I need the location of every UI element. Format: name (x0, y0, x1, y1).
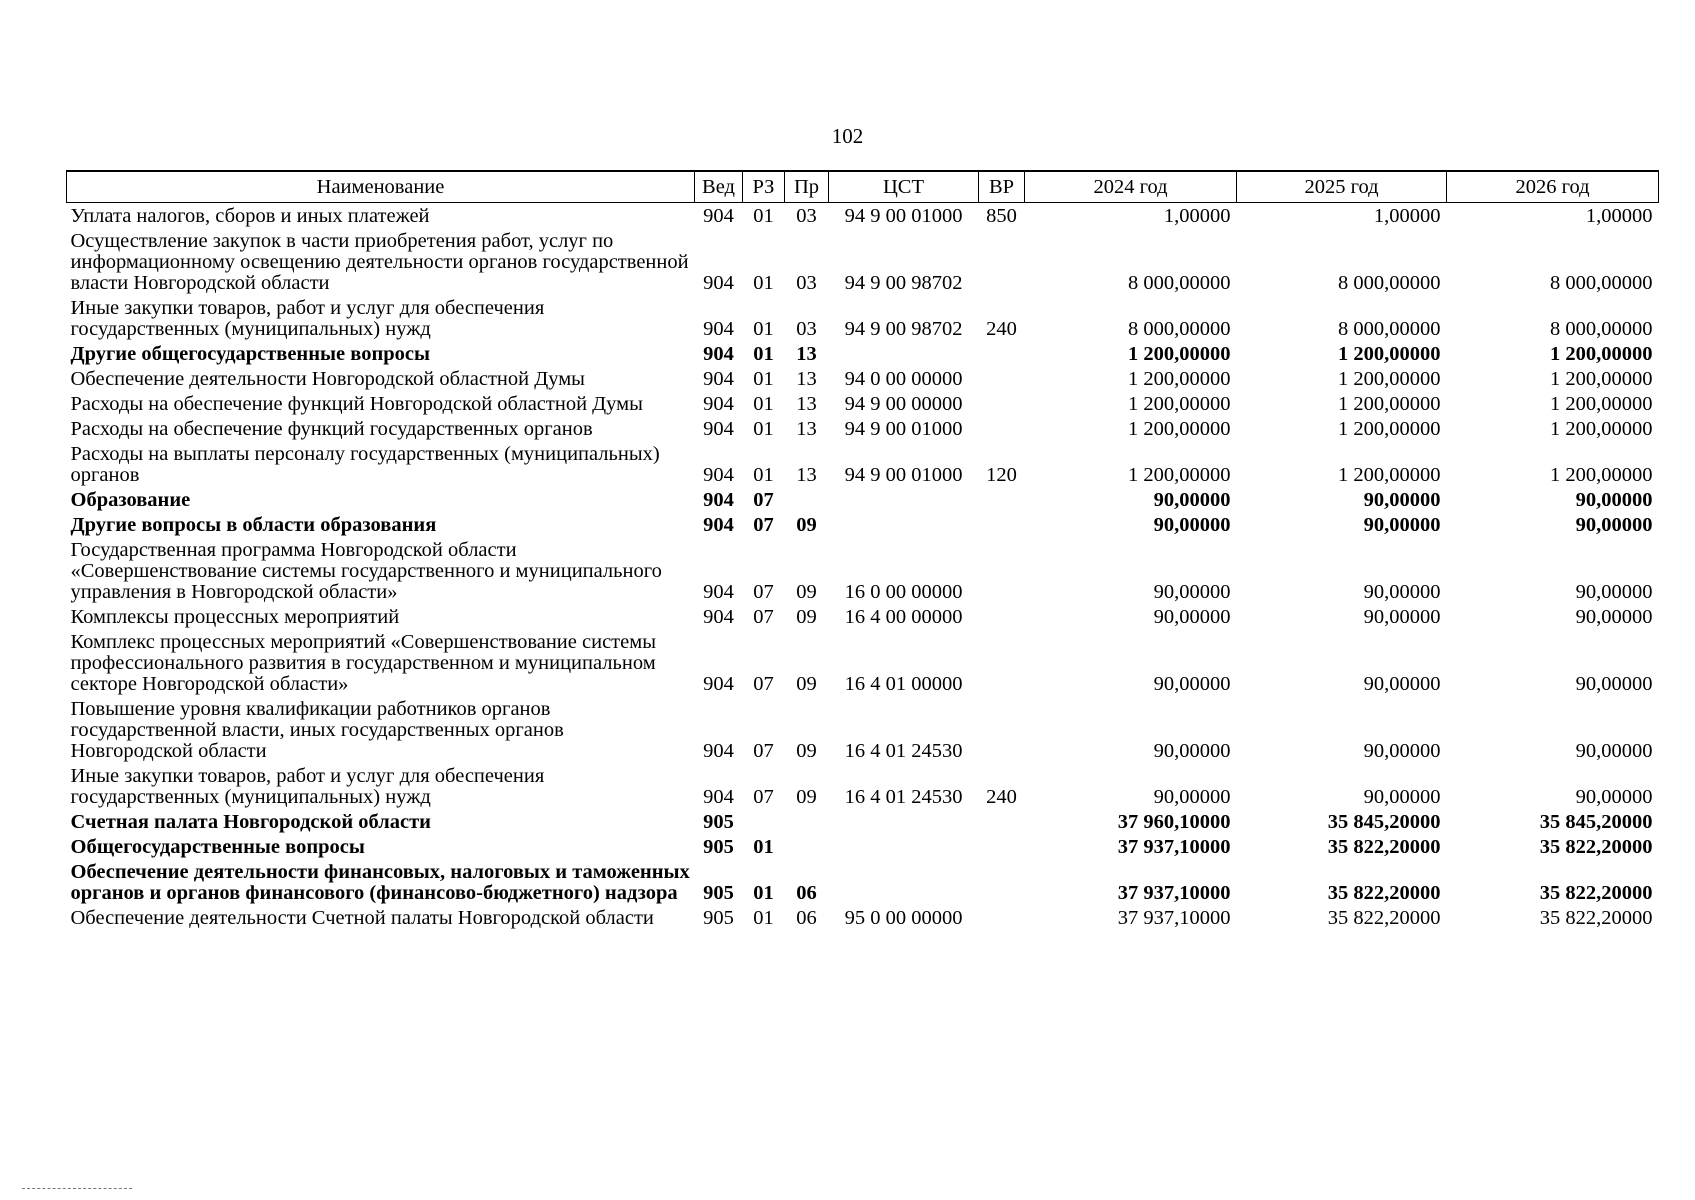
row-cst (829, 859, 979, 905)
table-row (67, 341, 1659, 366)
header-cst: ЦСТ (829, 171, 979, 203)
row-name: Образование (70, 489, 191, 511)
row-amount-2026: 35 822,20000 (1539, 882, 1653, 904)
row-cst: 94 9 00 98702 (844, 272, 963, 294)
row-pr: 13 (796, 464, 817, 486)
row-ved: 904 (703, 343, 734, 365)
header-ved: Вед (695, 171, 743, 203)
row-amount-2025: 90,00000 (1363, 606, 1441, 628)
row-rz: 07 (753, 786, 774, 808)
table-row (67, 763, 1659, 809)
row-pr: 03 (796, 318, 817, 340)
table-header-row (67, 171, 1659, 203)
row-amount-2026: 8 000,00000 (1550, 318, 1653, 340)
row-amount-2024: 37 937,10000 (1117, 836, 1231, 858)
row-amount-2026: 90,00000 (1575, 740, 1653, 762)
row-cst: 94 9 00 01000 (844, 464, 963, 486)
row-ved: 904 (703, 489, 734, 511)
row-name: Повышение уровня квалификации работников органов государственной власти, иных государственных органов Новгородской области (70, 698, 564, 762)
row-amount-2026: 1 200,00000 (1550, 418, 1653, 440)
row-rz: 01 (753, 882, 774, 904)
row-cst: 94 9 00 00000 (844, 393, 963, 415)
row-amount-2025: 1,00000 (1373, 205, 1441, 227)
row-pr: 13 (796, 368, 817, 390)
row-vr: 120 (986, 464, 1017, 486)
row-amount-2025: 8 000,00000 (1338, 318, 1441, 340)
row-amount-2025: 35 822,20000 (1327, 907, 1441, 929)
page-number: 102 (831, 124, 864, 148)
row-pr (785, 834, 829, 859)
row-rz: 07 (753, 673, 774, 695)
row-vr (979, 416, 1025, 441)
header-vr: ВР (979, 171, 1025, 203)
row-pr: 06 (796, 907, 817, 929)
row-name: Иные закупки товаров, работ и услуг для обеспечения государственных (муниципальных) нужд (70, 765, 545, 808)
row-ved: 905 (703, 882, 734, 904)
row-amount-2024: 8 000,00000 (1128, 318, 1231, 340)
row-ved: 904 (703, 464, 734, 486)
row-name: Расходы на обеспечение функций Новгородской областной Думы (70, 393, 643, 415)
row-ved: 904 (703, 205, 734, 227)
row-name: Расходы на выплаты персоналу государственных (муниципальных) органов (70, 443, 660, 486)
row-amount-2024: 37 937,10000 (1117, 882, 1231, 904)
row-pr: 03 (796, 272, 817, 294)
row-name: Расходы на обеспечение функций государственных органов (70, 418, 593, 440)
row-name: Уплата налогов, сборов и иных платежей (70, 205, 430, 227)
row-name: Комплекс процессных мероприятий «Совершенствование системы профессионального развития в государственном и муниципальном секторе Новгородской области» (70, 631, 656, 695)
footer-divider (22, 1188, 132, 1189)
row-rz: 07 (753, 740, 774, 762)
row-rz: 01 (753, 205, 774, 227)
row-amount-2024: 1 200,00000 (1128, 343, 1231, 365)
table-row (67, 604, 1659, 629)
row-vr (979, 629, 1025, 696)
row-cst (829, 834, 979, 859)
header-2024: 2024 год (1025, 171, 1237, 203)
row-amount-2026: 35 822,20000 (1539, 907, 1653, 929)
row-amount-2025: 1 200,00000 (1338, 393, 1441, 415)
row-amount-2024: 1 200,00000 (1128, 464, 1231, 486)
row-vr (979, 487, 1025, 512)
row-ved: 904 (703, 740, 734, 762)
row-name: Другие вопросы в области образования (70, 514, 437, 536)
row-pr: 09 (796, 673, 817, 695)
row-amount-2024: 90,00000 (1153, 673, 1231, 695)
row-amount-2026: 90,00000 (1575, 786, 1653, 808)
row-pr (785, 809, 829, 834)
row-amount-2026: 1 200,00000 (1550, 343, 1653, 365)
table-row (67, 905, 1659, 930)
table-row (67, 859, 1659, 905)
row-amount-2026: 1 200,00000 (1550, 464, 1653, 486)
row-pr: 13 (796, 343, 817, 365)
row-cst: 94 9 00 98702 (844, 318, 963, 340)
row-name: Осуществление закупок в части приобретения работ, услуг по информационному освещению деятельности органов государственной власти Новгородской области (70, 230, 689, 294)
row-cst: 94 9 00 01000 (844, 205, 963, 227)
table-row (67, 366, 1659, 391)
row-cst: 16 0 00 00000 (844, 581, 963, 603)
row-pr (785, 487, 829, 512)
row-ved: 904 (703, 786, 734, 808)
row-pr: 09 (796, 606, 817, 628)
table-row (67, 537, 1659, 604)
row-vr (979, 341, 1025, 366)
row-cst: 94 0 00 00000 (844, 368, 963, 390)
row-pr: 09 (796, 740, 817, 762)
row-pr: 09 (796, 581, 817, 603)
row-rz: 01 (753, 418, 774, 440)
row-amount-2025: 1 200,00000 (1338, 368, 1441, 390)
row-name: Общегосударственные вопросы (70, 836, 365, 858)
row-amount-2024: 90,00000 (1153, 606, 1231, 628)
row-vr (979, 228, 1025, 295)
row-name: Иные закупки товаров, работ и услуг для обеспечения государственных (муниципальных) нужд (70, 297, 545, 340)
row-cst: 16 4 00 00000 (844, 606, 963, 628)
row-name: Государственная программа Новгородской области «Совершенствование системы государственного и муниципального управления в Новгородской области» (70, 539, 662, 603)
row-vr (979, 859, 1025, 905)
row-vr: 240 (986, 318, 1017, 340)
row-name: Счетная палата Новгородской области (70, 811, 431, 833)
row-amount-2025: 35 845,20000 (1327, 811, 1441, 833)
row-vr: 240 (986, 786, 1017, 808)
row-amount-2026: 8 000,00000 (1550, 272, 1653, 294)
row-amount-2024: 1 200,00000 (1128, 393, 1231, 415)
table-row (67, 391, 1659, 416)
row-amount-2026: 1,00000 (1585, 205, 1653, 227)
row-rz: 07 (753, 581, 774, 603)
row-amount-2026: 90,00000 (1575, 606, 1653, 628)
row-amount-2024: 37 937,10000 (1117, 907, 1231, 929)
row-vr (979, 512, 1025, 537)
row-ved: 904 (703, 581, 734, 603)
row-name: Обеспечение деятельности финансовых, налоговых и таможенных органов и органов финансового (финансово-бюджетного) надзора (70, 861, 690, 904)
row-amount-2025: 90,00000 (1363, 673, 1441, 695)
row-amount-2024: 1 200,00000 (1128, 418, 1231, 440)
header-2025: 2025 год (1237, 171, 1447, 203)
row-cst: 16 4 01 24530 (844, 786, 963, 808)
row-amount-2026: 90,00000 (1575, 489, 1653, 511)
header-2026: 2026 год (1447, 171, 1659, 203)
table-row (67, 228, 1659, 295)
row-amount-2026: 1 200,00000 (1550, 393, 1653, 415)
table-row (67, 809, 1659, 834)
table-row (67, 441, 1659, 487)
row-amount-2025: 90,00000 (1363, 740, 1441, 762)
row-ved: 904 (703, 368, 734, 390)
row-amount-2025: 90,00000 (1363, 581, 1441, 603)
row-pr: 09 (796, 514, 817, 536)
row-ved: 904 (703, 272, 734, 294)
row-amount-2025: 90,00000 (1363, 514, 1441, 536)
row-ved: 904 (703, 318, 734, 340)
row-amount-2026: 35 845,20000 (1539, 811, 1653, 833)
row-rz: 01 (753, 318, 774, 340)
row-rz: 07 (753, 514, 774, 536)
table-row (67, 834, 1659, 859)
row-ved: 904 (703, 606, 734, 628)
row-amount-2025: 90,00000 (1363, 489, 1441, 511)
header-rz: РЗ (743, 171, 785, 203)
row-amount-2024: 1,00000 (1163, 205, 1231, 227)
row-amount-2026: 35 822,20000 (1539, 836, 1653, 858)
row-cst (829, 487, 979, 512)
row-cst: 95 0 00 00000 (844, 907, 963, 929)
row-amount-2026: 90,00000 (1575, 514, 1653, 536)
row-amount-2024: 8 000,00000 (1128, 272, 1231, 294)
row-amount-2026: 90,00000 (1575, 581, 1653, 603)
row-amount-2025: 1 200,00000 (1338, 464, 1441, 486)
row-rz (743, 809, 785, 834)
row-rz: 01 (753, 368, 774, 390)
row-cst: 16 4 01 00000 (844, 673, 963, 695)
row-ved: 905 (703, 836, 734, 858)
row-vr (979, 809, 1025, 834)
table-row (67, 696, 1659, 763)
row-rz: 07 (753, 489, 774, 511)
header-name: Наименование (67, 171, 695, 203)
row-name: Другие общегосударственные вопросы (70, 343, 431, 365)
row-amount-2025: 1 200,00000 (1338, 418, 1441, 440)
row-pr: 09 (796, 786, 817, 808)
table-row (67, 416, 1659, 441)
row-vr (979, 391, 1025, 416)
row-vr: 850 (986, 205, 1017, 227)
budget-table (66, 170, 1659, 930)
row-pr: 13 (796, 418, 817, 440)
row-amount-2026: 1 200,00000 (1550, 368, 1653, 390)
row-vr (979, 604, 1025, 629)
row-rz: 01 (753, 836, 774, 858)
row-amount-2024: 1 200,00000 (1128, 368, 1231, 390)
table-row (67, 487, 1659, 512)
table-row (67, 512, 1659, 537)
table-row (67, 629, 1659, 696)
row-ved: 904 (703, 673, 734, 695)
row-vr (979, 834, 1025, 859)
row-pr: 06 (796, 882, 817, 904)
row-rz: 01 (753, 272, 774, 294)
row-cst: 94 9 00 01000 (844, 418, 963, 440)
row-amount-2024: 90,00000 (1153, 740, 1231, 762)
row-vr (979, 905, 1025, 930)
row-ved: 904 (703, 393, 734, 415)
row-rz: 01 (753, 393, 774, 415)
row-amount-2025: 8 000,00000 (1338, 272, 1441, 294)
row-amount-2025: 1 200,00000 (1338, 343, 1441, 365)
row-ved: 905 (703, 811, 734, 833)
row-cst: 16 4 01 24530 (844, 740, 963, 762)
row-vr (979, 537, 1025, 604)
row-vr (979, 696, 1025, 763)
row-rz: 07 (753, 606, 774, 628)
row-ved: 904 (703, 514, 734, 536)
table-row (67, 295, 1659, 341)
row-amount-2024: 37 960,10000 (1117, 811, 1231, 833)
row-rz: 01 (753, 343, 774, 365)
row-cst (829, 341, 979, 366)
row-rz: 01 (753, 907, 774, 929)
row-name: Обеспечение деятельности Счетной палаты Новгородской области (70, 907, 654, 929)
row-pr: 03 (796, 205, 817, 227)
row-vr (979, 366, 1025, 391)
row-cst (829, 512, 979, 537)
header-pr: Пр (785, 171, 829, 203)
row-amount-2024: 90,00000 (1153, 514, 1231, 536)
row-ved: 905 (703, 907, 734, 929)
row-amount-2024: 90,00000 (1153, 489, 1231, 511)
row-name: Обеспечение деятельности Новгородской областной Думы (70, 368, 585, 390)
row-ved: 904 (703, 418, 734, 440)
table-body (67, 203, 1659, 931)
row-amount-2026: 90,00000 (1575, 673, 1653, 695)
row-amount-2025: 35 822,20000 (1327, 836, 1441, 858)
row-amount-2025: 35 822,20000 (1327, 882, 1441, 904)
row-amount-2024: 90,00000 (1153, 786, 1231, 808)
row-name: Комплексы процессных мероприятий (70, 606, 400, 628)
row-amount-2025: 90,00000 (1363, 786, 1441, 808)
row-amount-2024: 90,00000 (1153, 581, 1231, 603)
row-pr: 13 (796, 393, 817, 415)
row-rz: 01 (753, 464, 774, 486)
row-cst (829, 809, 979, 834)
table-row (67, 203, 1659, 229)
